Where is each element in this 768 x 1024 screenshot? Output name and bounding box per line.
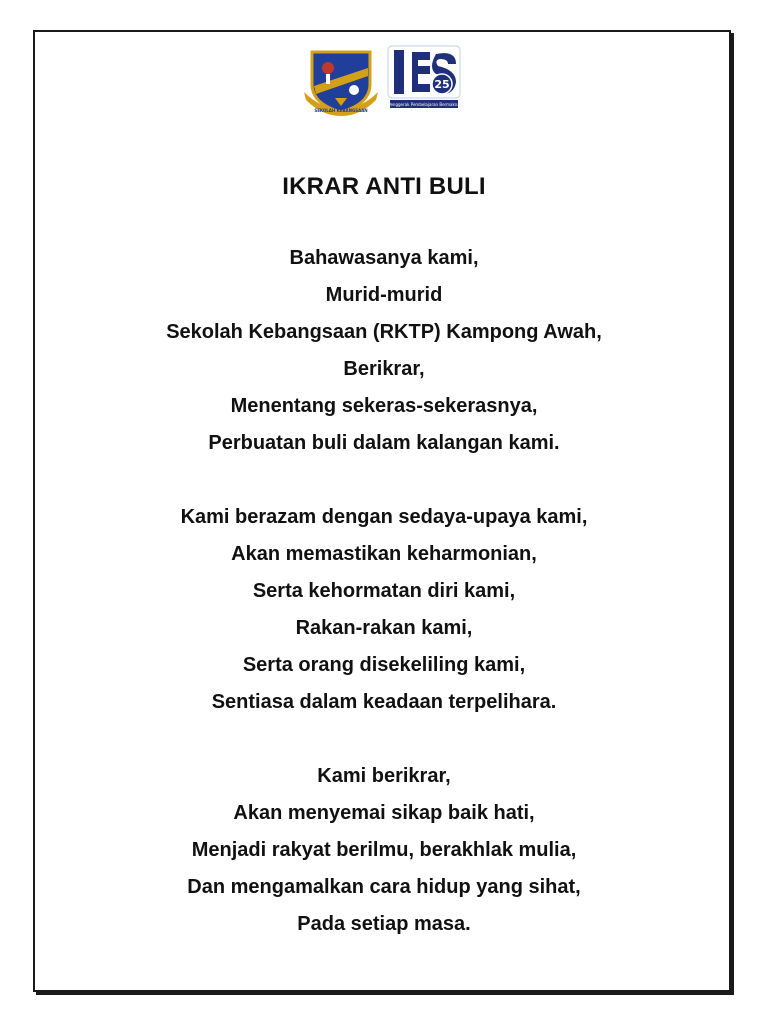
svg-text:25: 25 (434, 78, 450, 91)
pledge-stanza (0, 758, 768, 943)
pledge-line: Dan mengamalkan cara hidup yang sihat, (187, 876, 581, 898)
pledge-line: Sentiasa dalam keadaan terpelihara. (211, 691, 557, 713)
pledge-stanza (0, 240, 768, 462)
pledge-line: Rakan-rakan kami, (295, 617, 473, 639)
pledge-stanza (0, 499, 768, 721)
pledge-body (0, 240, 768, 980)
pledge-title: IKRAR ANTI BULI (282, 173, 486, 200)
svg-text:SEKOLAH KEBANGSAAN: SEKOLAH KEBANGSAAN (314, 108, 368, 113)
pledge-line: Kami berazam dengan sedaya-upaya kami, (180, 506, 588, 528)
pledge-line: Kami berikrar, (317, 765, 451, 787)
pledge-line: Serta orang disekeliling kami, (242, 654, 526, 676)
pledge-line: Berikrar, (343, 358, 425, 380)
pledge-line: Serta kehormatan diri kami, (252, 580, 516, 602)
pledge-line: Sekolah Kebangsaan (RKTP) Kampong Awah, (166, 321, 602, 343)
pledge-line: Bahawasanya kami, (289, 247, 479, 269)
svg-text:Penggerak Pembelajaran Bermakn: Penggerak Pembelajaran Bermakna (388, 102, 460, 107)
school-crest-logo (302, 46, 380, 116)
pledge-line: Akan memastikan keharmonian, (231, 543, 537, 565)
pledge-line: Pada setiap masa. (297, 913, 471, 935)
pledge-line: Menjadi rakyat berilmu, berakhlak mulia, (191, 839, 577, 861)
logo-row (300, 44, 470, 116)
pledge-line: Menentang sekeras-sekerasnya, (230, 395, 538, 417)
pledge-line: Perbuatan buli dalam kalangan kami. (208, 432, 560, 454)
school-25th-anniversary-logo (386, 44, 462, 112)
pledge-line: Akan menyemai sikap baik hati, (233, 802, 535, 824)
pledge-line: Murid-murid (325, 284, 443, 306)
